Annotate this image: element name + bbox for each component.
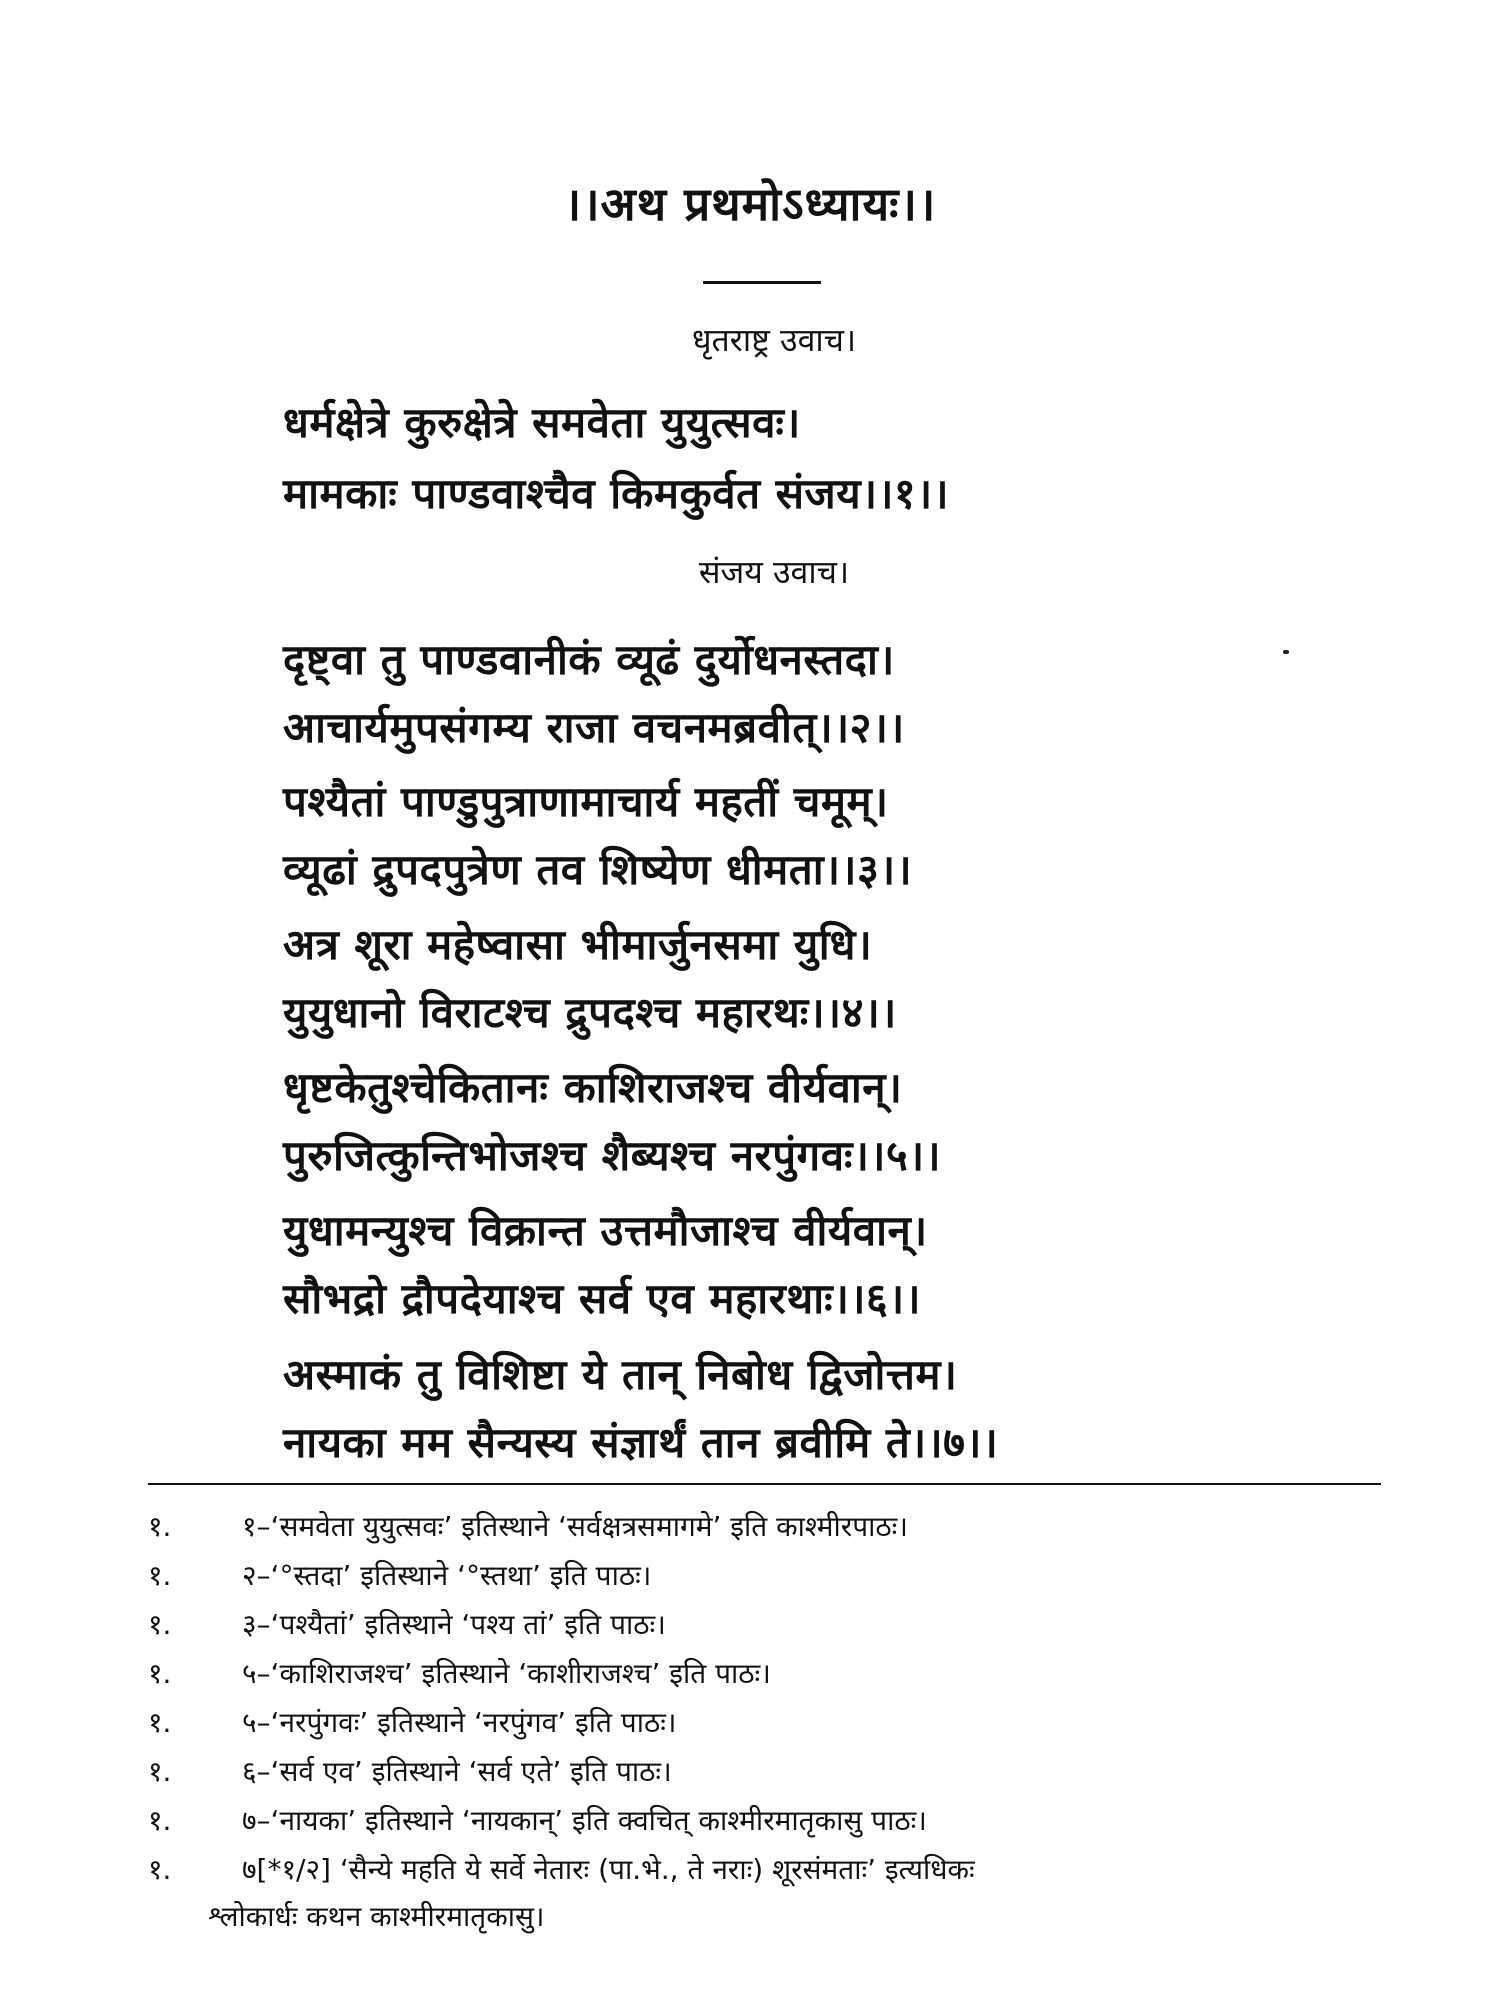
footnote-number: १. [148, 1804, 172, 1837]
footnote-number: १. [148, 1657, 172, 1690]
chapter-title: ।।अथ प्रथमोऽध्यायः।। [563, 177, 937, 231]
verse-line: नायका मम सैन्यस्य संज्ञार्थं तान ब्रवीमि ते।।७।। [283, 1418, 999, 1467]
verse-line: आचार्यमुपसंगम्य राजा वचनमब्रवीत्।।२।। [283, 703, 905, 752]
title-underline [703, 281, 821, 284]
verse-line: व्यूढां द्रुपदपुत्रेण तव शिष्येण धीमता।।३।। [283, 845, 913, 894]
verse-line: सौभद्रो द्रौपदेयाश्च सर्व एव महारथाः।।६।। [283, 1274, 922, 1323]
speaker-heading-dhritarashtra: धृतराष्ट्र उवाच। [691, 321, 857, 359]
footnote-number: १. [148, 1608, 172, 1641]
footnote-text: ३–‘पश्यैतां’ इतिस्थाने ‘पश्य तां’ इति पाठः। [242, 1608, 666, 1641]
verse-line: दृष्ट्वा तु पाण्डवानीकं व्यूढं दुर्योधनस्तदा। [283, 635, 895, 684]
verse-line: युयुधानो विराटश्च द्रुपदश्च महारथः।।४।। [283, 988, 897, 1037]
verse-line: अस्माकं तु विशिष्टा ये तान् निबोध द्विजोत्तम। [283, 1350, 958, 1399]
footnote-separator [148, 1483, 1381, 1485]
verse-line: मामकाः पाण्डवाश्चैव किमकुर्वत संजय।।१।। [283, 469, 950, 518]
footnote-text: ५–‘काशिराजश्च’ इतिस्थाने ‘काशीराजश्च’ इति पाठः। [242, 1657, 771, 1690]
footnote-number: १. [148, 1706, 172, 1739]
footnote-text: ७–‘नायका’ इतिस्थाने ‘नायकान्’ इति क्वचित् काश्मीरमातृकासु पाठः। [242, 1804, 927, 1837]
verse-line: पश्यैतां पाण्डुपुत्राणामाचार्य महतीं चमूम्। [283, 777, 889, 826]
footnote-text: ६–‘सर्व एव’ इतिस्थाने ‘सर्व एते’ इति पाठः। [242, 1755, 672, 1788]
footnote-text: ५–‘नरपुंगवः’ इतिस्थाने ‘नरपुंगव’ इति पाठः। [242, 1706, 677, 1739]
footnote-number: १. [148, 1559, 172, 1592]
footnote-continuation: श्लोकार्धः कथन काश्मीरमातृकासु। [208, 1900, 545, 1933]
verse-line: धृष्टकेतुश्चेकितानः काशिराजश्च वीर्यवान्। [283, 1063, 903, 1112]
verse-line: अत्र शूरा महेष्वासा भीमार्जुनसमा युधि। [283, 920, 873, 969]
footnote-text: २–‘°स्तदा’ इतिस्थाने ‘°स्तथा’ इति पाठः। [242, 1559, 652, 1592]
stray-ink-mark [1283, 650, 1289, 654]
footnote-number: १. [148, 1853, 172, 1886]
footnote-number: १. [148, 1510, 172, 1543]
verse-line: युधामन्युश्च विक्रान्त उत्तमौजाश्च वीर्यवान्। [283, 1206, 928, 1255]
speaker-heading-sanjaya: संजय उवाच। [698, 553, 850, 591]
footnote-number: १. [148, 1755, 172, 1788]
footnote-text: १–‘समवेता युयुत्सवः’ इतिस्थाने ‘सर्वक्षत्रसमागमे’ इति काश्मीरपाठः। [242, 1510, 908, 1543]
footnote-text: ७[*१/२] ‘सैन्ये महति ये सर्वे नेतारः (पा.भे., ते नराः) शूरसंमताः’ इत्यधिकः [242, 1853, 975, 1886]
verse-line: पुरुजित्कुन्तिभोजश्च शैब्यश्च नरपुंगवः।।५।। [283, 1131, 942, 1180]
verse-line: धर्मक्षेत्रे कुरुक्षेत्रे समवेता युयुत्सवः। [283, 398, 801, 447]
